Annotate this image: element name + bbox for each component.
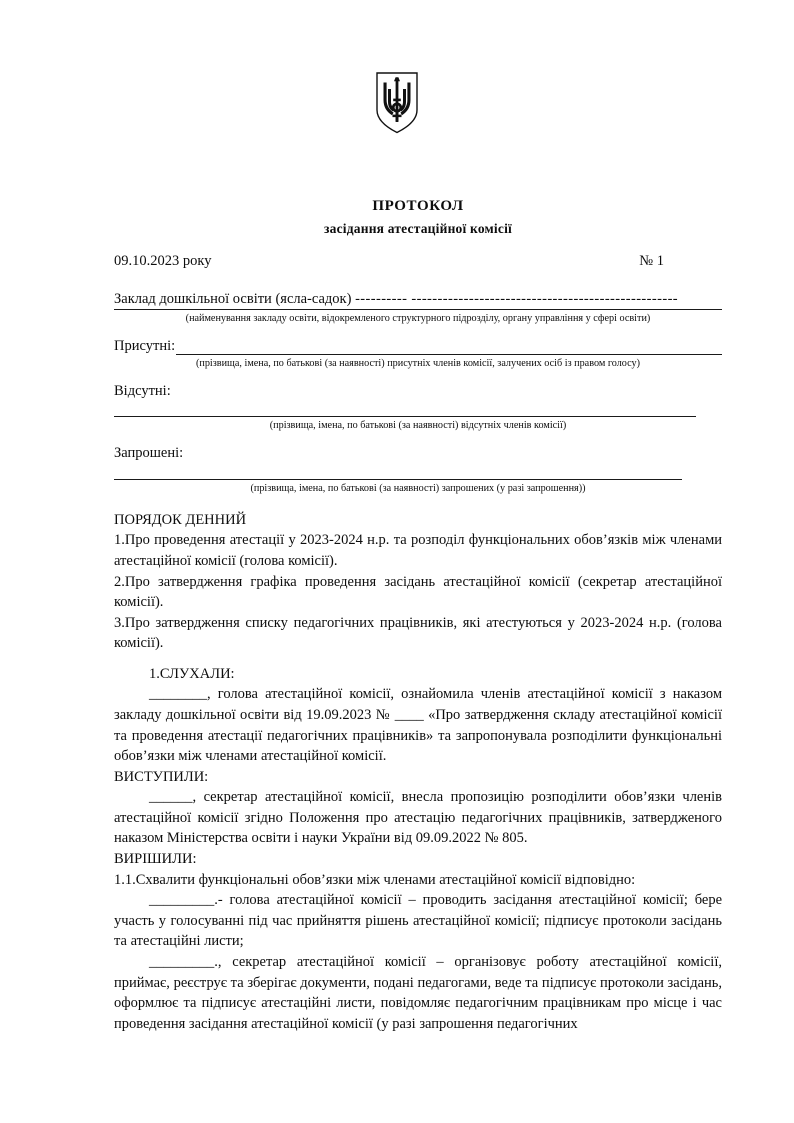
document-number: № 1 [639, 253, 664, 270]
section-heading-decided: ВИРІШИЛИ: [114, 851, 197, 868]
organization-caption: (найменування закладу освіти, відокремленого структурного підрозділу, органу управління у сфері освіти) [185, 313, 651, 325]
document-body [114, 196, 722, 1034]
field-present-label: Присутні: [114, 337, 176, 354]
organization-name-line[interactable] [114, 290, 722, 310]
field-present-input[interactable] [176, 340, 722, 355]
section-paragraph-decided: 1.1.Схвалити функціональні обов’язки між членами атестаційної комісії відповідно: [114, 871, 636, 888]
field-absent-caption: (прізвища, імена, по батькові (за наявності) відсутніх членів комісії) [269, 420, 567, 432]
section-paragraph-chair-duties: _________.- голова атестаційної комісії – проводить засідання атестаційної комісії; бере участь у голосуванні під час прийняття рішень атестаційної комісії; підписує протоколи засідань та атестаційні листи; [114, 892, 722, 950]
field-invited-caption: (прізвища, імена, по батькові (за наявності) запрошених (у разі запрошення)) [250, 482, 586, 494]
field-present[interactable] [114, 337, 722, 355]
agenda-item: 3.Про затвердження списку педагогічних працівників, які атестуються у 2023-2024 н.р. (голова комісії). [114, 614, 722, 652]
section-paragraph-secretary-duties: _________., секретар атестаційної комісії – організовує роботу атестаційної комісії, приймає, реєструє та зберігає документи, подані педагогами, веде та підписує протоколи засідань, оформлює та підписує атестаційні листи, повідомляє педагогічним працівникам про місце і час проведення засідання атестаційної комісії (у разі запрошення педагогічних [114, 953, 722, 1032]
agenda-heading: ПОРЯДОК ДЕННИЙ [114, 511, 247, 528]
section-paragraph-spoke: ______, секретар атестаційної комісії, внесла пропозицію розподілити обов’язки членів атестаційної комісії згідно Положення про атестацію педагогічних працівників, затвердженого наказом Міністерства освіти і науки України від 09.09.2022 № 805. [114, 789, 722, 847]
field-absent-input[interactable] [114, 416, 696, 417]
section-paragraph-heard: ________, голова атестаційної комісії, ознайомила членів атестаційної комісії з наказом закладу дошкільної освіти від 19.09.2023 № ____ «Про затвердження складу атестаційної комісії та проведення атестації педагогічних працівників» та запропонувала розподілити функціональні обов’язки між членами атестаційної комісії. [114, 686, 722, 765]
field-invited-input[interactable] [114, 479, 682, 480]
document-date: 09.10.2023 року [114, 253, 212, 270]
field-absent-label: Відсутні: [114, 383, 171, 400]
page-subtitle: засідання атестаційної комісії [324, 221, 512, 237]
organization-dashes: ---------- --------------------------------------------------- [355, 291, 679, 308]
section-heading-heard: 1.СЛУХАЛИ: [149, 665, 235, 682]
field-present-caption: (прізвища, імена, по батькові (за наявності) присутніх членів комісії, залучених осіб із правом голосу) [195, 357, 641, 369]
ukraine-coat-of-arms-tryzub-icon [375, 72, 419, 134]
agenda-item: 1.Про проведення атестації у 2023-2024 н.р. та розподіл функціональних обов’язків між членами атестаційної комісії (голова комісії). [114, 532, 722, 569]
date-number-row [114, 252, 722, 271]
emblem-container [0, 72, 794, 134]
agenda-item: 2.Про затвердження графіка проведення засідань атестаційної комісії (секретар атестаційної комісії). [114, 573, 722, 611]
organization-name: Заклад дошкільної освіти (ясла-садок) [114, 291, 352, 308]
page-title: ПРОТОКОЛ [372, 198, 464, 214]
section-heading-spoke: ВИСТУПИЛИ: [114, 768, 209, 785]
field-invited-label: Запрошені: [114, 445, 184, 462]
